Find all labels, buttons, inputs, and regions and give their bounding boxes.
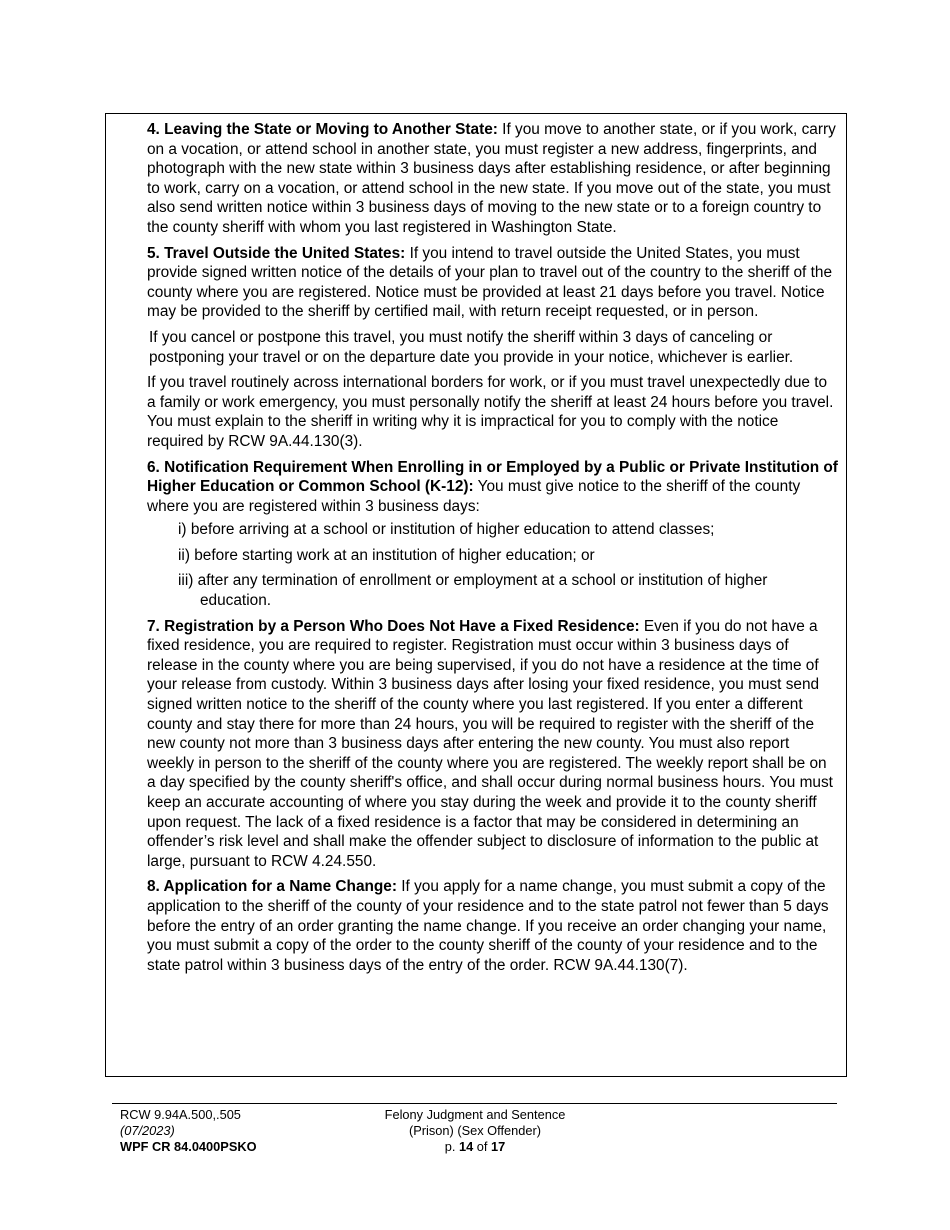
- section-4-text: If you move to another state, or if you work, carry on a vocation, or attend school in another state, you must register a new address, fingerprints, and photograph with the new state within 3 business days after establishing residence, or after beginning to work, carry on a vocation, or attend school in the new state. If you move out of the state, you must also send written notice within 3 business days of moving to the new state or to a foreign country to the county sheriff with whom you last registered in Washington State.: [147, 121, 836, 236]
- footer-title-1: Felony Judgment and Sentence: [384, 1107, 566, 1122]
- section-6-item-3: [178, 571, 839, 610]
- section-7-heading: 7. Registration by a Person Who Does Not Have a Fixed Residence:: [147, 617, 640, 635]
- section-6: [147, 458, 839, 517]
- page-number: [330, 1139, 620, 1155]
- section-6-item-1: i) before arriving at a school or institution of higher education to attend classes;: [178, 521, 715, 539]
- section-6-text: You must give notice to the sheriff of the county where you are registered within 3 business days:: [147, 478, 801, 515]
- page-of: of: [473, 1139, 492, 1154]
- section-5-heading: 5. Travel Outside the United States:: [147, 244, 406, 262]
- section-5: [147, 244, 839, 322]
- section-6-heading: 6. Notification Requirement When Enrolling in or Employed by a Public or Private Institution of Higher Education or Common School (K-12):: [147, 458, 838, 496]
- page-current: 14: [458, 1139, 474, 1154]
- footer-rcw: RCW 9.94A.500,.505: [120, 1107, 241, 1122]
- section-7: [147, 617, 839, 872]
- section-6-item-2: ii) before starting work at an institution of higher education; or: [178, 546, 595, 564]
- page-prefix: p.: [444, 1139, 459, 1154]
- content-box: [105, 113, 847, 1077]
- footer-date: (07/2023): [120, 1123, 175, 1138]
- section-8-heading: 8. Application for a Name Change:: [147, 878, 397, 896]
- page-total: 17: [491, 1139, 506, 1154]
- section-5-paragraph-2: If you cancel or postpone this travel, you must notify the sheriff within 3 days of canceling or postponing your travel or on the departure date you provide in your notice, whichever is earlier.: [149, 328, 794, 366]
- footer-center: [330, 1107, 620, 1155]
- footer-title-2: (Prison) (Sex Offender): [408, 1123, 542, 1138]
- section-8: [147, 877, 839, 975]
- section-8-text: If you apply for a name change, you must submit a copy of the application to the sheriff of the county of your residence and to the state patrol not fewer than 5 days before the entry of an order granting the name change. If you receive an order changing your name, you must submit a copy of the order to the county sheriff of the county of your residence and to the state patrol within 3 business days of the entry of the order. RCW 9A.44.130(7).: [147, 878, 829, 974]
- section-6-item-3-text: iii) after any termination of enrollment or employment at a school or institution of higher: [178, 572, 768, 590]
- document-body: [147, 120, 839, 981]
- section-5-paragraph-3: If you travel routinely across international borders for work, or if you must travel unexpectedly due to a family or work emergency, you must personally notify the sheriff at least 24 hours before you travel. You must explain to the sheriff in writing why it is impractical for you to comply with the notice required by RCW 9A.44.130(3).: [147, 374, 834, 450]
- section-5-text: If you intend to travel outside the United States, you must provide signed written notice of the details of your plan to travel out of the country to the sheriff of the county where you are registered. Notice must be provided at least 21 days before you travel. Notice may be provided to the sheriff by certified mail, with return receipt requested, or in person.: [147, 244, 833, 321]
- section-6-item-3-continuation: education.: [200, 592, 272, 610]
- section-7-text: Even if you do not have a fixed residence, you are required to register. Registration must occur within 3 business days of release in the county where you are being supervised, if you do not have a residence at the time of your release from custody. Within 3 business days after losing your fixed residence, you must send signed written notice to the sheriff of the county where you last registered. If you enter a different county and stay there for more than 24 hours, you will be required to register with the sheriff of the new county not more than 3 business days after entering the new county. You must also report weekly in person to the sheriff of the county where you are registered. The weekly report shall be on a day specified by the county sheriff's office, and shall occur during normal business hours. You must keep an accurate accounting of where you stay during the week and provide it to the county sheriff upon request. The lack of a fixed residence is a factor that may be considered in determining an offender’s risk level and shall make the offender subject to disclosure of information to the public at large, pursuant to RCW 4.24.550.: [147, 617, 833, 870]
- section-4-heading: 4. Leaving the State or Moving to Another State:: [147, 121, 498, 138]
- footer-form-number: WPF CR 84.0400PSKO: [120, 1139, 257, 1154]
- section-4: [147, 120, 839, 238]
- footer-left: [120, 1107, 350, 1155]
- footer-divider: [112, 1103, 837, 1104]
